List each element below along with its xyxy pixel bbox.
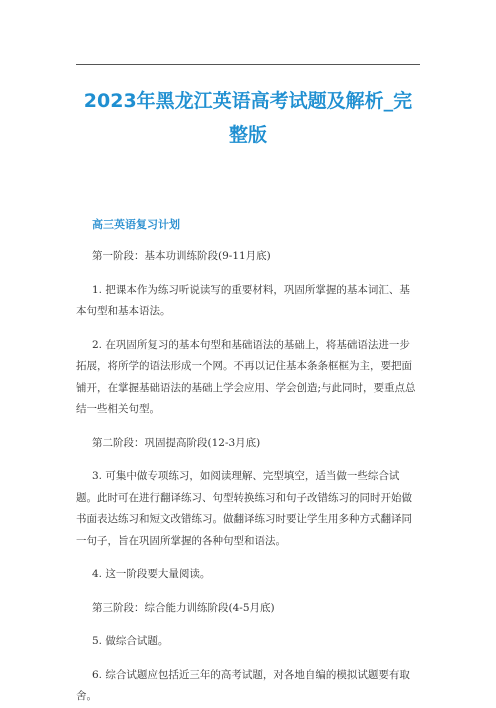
paragraph-4: 4. 这一阶段要大量阅读。: [92, 568, 211, 580]
stage-one-heading: 第一阶段：基本功训练阶段(9-11月底): [92, 250, 271, 262]
section-heading: 高三英语复习计划: [92, 218, 180, 231]
paragraph-6: 6. 综合试题应包括近三年的高考试题，对各地自编的模拟试题要有取舍。: [76, 668, 410, 702]
paragraph-1: 1. 把课本作为练习听说读写的重要材料，巩固所掌握的基本词汇、基本句型和基本语法。: [76, 283, 410, 317]
header-rule: [76, 64, 420, 65]
paragraph-5: 5. 做综合试题。: [92, 635, 169, 647]
paragraph-3: 3. 可集中做专项练习，如阅读理解、完型填空，适当做一些综合试题。此时可在进行翻译练习、句型转换练习和句子改错练习的同时开始做书面表达练习和短文改错练习。做翻译练习时要让学生用多种方式翻译同一句子，旨在巩固所掌握的各种句型和语法。: [76, 470, 412, 547]
paragraph-2: 2. 在巩固所复习的基本句型和基础语法的基础上，将基础语法进一步拓展，将所学的语法形成一个网。不再以记住基本条条框框为主，要把面铺开，在掌握基础语法的基础上学会应用、学会创造;与此同时，要重点总结一些相关句型。: [76, 338, 416, 415]
document-body: [76, 216, 420, 708]
document-title: 2023年黑龙江英语高考试题及解析_完整版: [83, 90, 413, 146]
stage-three-heading: 第三阶段：综合能力训练阶段(4-5月底): [92, 601, 275, 614]
stage-two-heading: 第二阶段：巩固提高阶段(12-3月底): [92, 436, 261, 449]
